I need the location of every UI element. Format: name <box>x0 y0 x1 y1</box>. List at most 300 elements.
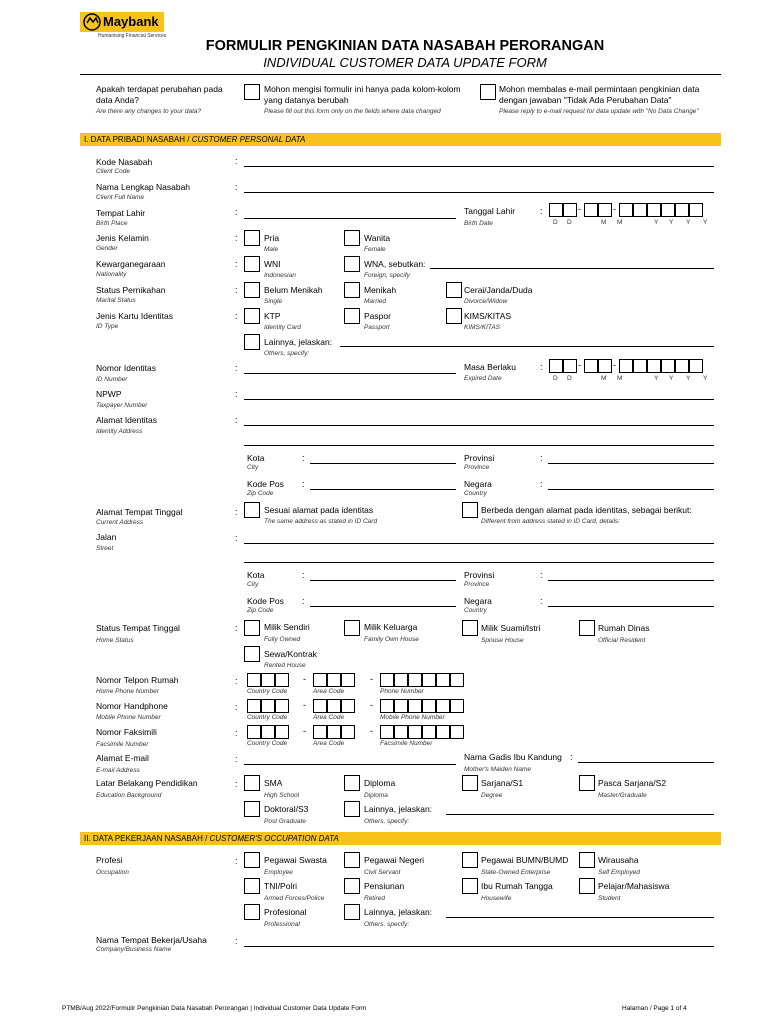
label-rented-en: Rented House <box>264 662 306 669</box>
checkbox-student[interactable] <box>579 878 595 894</box>
caption-country-code: Country Code <box>247 714 288 721</box>
checkbox-official-resident[interactable] <box>579 620 595 636</box>
colon: : <box>302 570 305 580</box>
phone-digit-box[interactable] <box>450 673 464 687</box>
label-country: Negara <box>464 596 492 606</box>
field-birth-place[interactable] <box>244 218 456 219</box>
checkbox-wna[interactable] <box>344 256 360 272</box>
phone-digit-box[interactable] <box>247 725 261 739</box>
section-2-title: II. DATA PEKERJAAN NASABAH / <box>84 834 210 843</box>
label-education-en: Education Background <box>96 792 162 799</box>
label-occupation: Profesi <box>96 855 123 865</box>
phone-digit-box[interactable] <box>247 673 261 687</box>
colon: : <box>540 596 543 606</box>
colon: : <box>540 570 543 580</box>
label-housewife: Ibu Rumah Tangga <box>481 881 553 891</box>
colon: : <box>235 311 238 321</box>
field-country-1[interactable] <box>548 489 714 490</box>
field-identity-address-1[interactable] <box>244 425 714 426</box>
label-male-en: Male <box>264 246 279 253</box>
field-city-1[interactable] <box>310 463 456 464</box>
header-rule <box>80 74 721 75</box>
date-format-letter: Y <box>669 219 674 226</box>
phone-digit-box[interactable] <box>422 673 436 687</box>
date-format-letter: M <box>617 219 623 226</box>
date-format-letter: Y <box>654 219 659 226</box>
label-home-status: Status Tempat Tinggal <box>96 623 180 633</box>
colon: : <box>235 754 238 764</box>
birth-date-digit-box[interactable] <box>584 203 598 217</box>
colon: : <box>235 259 238 269</box>
field-mother-maiden[interactable] <box>578 762 714 763</box>
date-format-letter: M <box>601 219 607 226</box>
checkbox-doctoral[interactable] <box>244 801 260 817</box>
checkbox-female[interactable] <box>344 230 360 246</box>
label-fax-en: Facsimile Number <box>96 741 149 748</box>
label-province-en: Province <box>464 464 490 471</box>
field-street-2[interactable] <box>244 562 714 563</box>
label-country-en: Country <box>464 607 487 614</box>
phone-digit-box[interactable] <box>380 673 394 687</box>
section-2-title-en: CUSTOMER'S OCCUPATION DATA <box>209 834 339 843</box>
checkbox-wni[interactable] <box>244 256 260 272</box>
label-city: Kota <box>247 453 265 463</box>
birth-date-digit-box[interactable] <box>675 203 689 217</box>
field-client-code[interactable] <box>244 166 714 167</box>
phone-digit-box[interactable] <box>394 699 408 713</box>
label-doctoral: Doktoral/S3 <box>264 804 309 814</box>
label-master-en: Master/Graduate <box>598 792 647 799</box>
label-same-address: Sesuai alamat pada identitas <box>264 505 374 515</box>
option-changed-en: Please fill out this form only on the fields where data changed <box>264 108 441 115</box>
label-armed-forces-en: Armed Forces/Police <box>264 895 325 902</box>
field-zip-2[interactable] <box>310 606 456 607</box>
brand-tagline: Humanising Financial Services <box>98 33 167 39</box>
phone-digit-box[interactable] <box>450 699 464 713</box>
phone-digit-box[interactable] <box>341 725 355 739</box>
date-format-letter: Y <box>703 375 708 382</box>
field-province-1[interactable] <box>548 463 714 464</box>
expired-date-digit-box[interactable] <box>675 359 689 373</box>
checkbox-occ-other[interactable] <box>344 904 360 920</box>
label-zip-en: Zip Code <box>247 607 274 614</box>
birth-date-digit-box[interactable] <box>598 203 612 217</box>
date-separator: - <box>578 204 581 214</box>
label-diploma-en: Diploma <box>364 792 388 799</box>
label-nationality: Kewarganegaraan <box>96 259 166 269</box>
field-email[interactable] <box>244 764 456 765</box>
phone-separator: - <box>303 726 306 736</box>
phone-digit-box[interactable] <box>394 673 408 687</box>
label-wna-en: Foreign, specify <box>364 272 410 279</box>
phone-digit-box[interactable] <box>275 725 289 739</box>
label-npwp-en: Taxpayer Number <box>96 402 148 409</box>
label-retired-en: Retired <box>364 895 385 902</box>
label-current-address: Alamat Tempat Tinggal <box>96 507 183 517</box>
label-employee: Pegawai Swasta <box>264 855 327 865</box>
date-separator: - <box>578 360 581 370</box>
colon: : <box>540 362 543 372</box>
date-format-letter: D <box>553 219 558 226</box>
caption-fax-number: Facsimile Number <box>380 740 433 747</box>
option-nochange-en: Please reply to e-mail request for data update with "No Data Change" <box>499 108 699 115</box>
caption-area-code: Area Code <box>313 740 345 747</box>
birth-date-digit-box[interactable] <box>647 203 661 217</box>
section-1-title-en: CUSTOMER PERSONAL DATA <box>191 135 306 144</box>
checkbox-married[interactable] <box>344 282 360 298</box>
date-format-letter: Y <box>686 219 691 226</box>
checkbox-master[interactable] <box>579 775 595 791</box>
phone-digit-box[interactable] <box>275 673 289 687</box>
phone-digit-box[interactable] <box>422 699 436 713</box>
colon: : <box>540 453 543 463</box>
form-subtitle: INDIVIDUAL CUSTOMER DATA UPDATE FORM <box>263 55 547 70</box>
checkbox-high-school[interactable] <box>244 775 260 791</box>
label-official-resident-en: Official Resident <box>598 637 646 644</box>
label-full-name: Nama Lengkap Nasabah <box>96 182 191 192</box>
label-self-employed-en: Self Employed <box>598 869 640 876</box>
label-family-owned: Milik Keluarga <box>364 622 418 632</box>
checkbox-passport[interactable] <box>344 308 360 324</box>
field-edu-other[interactable] <box>446 814 714 815</box>
field-company-name[interactable] <box>244 946 714 947</box>
phone-digit-box[interactable] <box>436 725 450 739</box>
phone-digit-box[interactable] <box>422 725 436 739</box>
label-single: Belum Menikah <box>264 285 323 295</box>
option-nochange-label: Mohon membalas e-mail permintaan pengkinian data <box>499 84 700 94</box>
label-fully-owned: Milik Sendiri <box>264 622 310 632</box>
expired-date-digit-box[interactable] <box>647 359 661 373</box>
checkbox-kims[interactable] <box>446 308 462 324</box>
checkbox-professional[interactable] <box>244 904 260 920</box>
phone-digit-box[interactable] <box>380 699 394 713</box>
birth-date-digit-box[interactable] <box>549 203 563 217</box>
phone-separator: - <box>303 700 306 710</box>
expired-date-digit-box[interactable] <box>661 359 675 373</box>
option-changed-label: Mohon mengisi formulir ini hanya pada kolom-kolom <box>264 84 461 94</box>
phone-digit-box[interactable] <box>436 699 450 713</box>
phone-digit-box[interactable] <box>394 725 408 739</box>
birth-date-digit-box[interactable] <box>689 203 703 217</box>
phone-digit-box[interactable] <box>261 725 275 739</box>
label-company-name: Nama Tempat Bekerja/Usaha <box>96 935 207 945</box>
label-home-status-en: Home Status <box>96 637 134 644</box>
date-format-letter: Y <box>703 219 708 226</box>
phone-digit-box[interactable] <box>341 673 355 687</box>
label-city-en: City <box>247 581 259 588</box>
colon: : <box>235 856 238 866</box>
field-occ-other[interactable] <box>446 917 714 918</box>
label-mobile-phone-en: Mobile Phone Number <box>96 714 161 721</box>
date-format-letter: D <box>567 219 572 226</box>
checkbox-civil-servant[interactable] <box>344 852 360 868</box>
phone-digit-box[interactable] <box>261 699 275 713</box>
label-expired-date: Masa Berlaku <box>464 362 516 372</box>
birth-date-digit-box[interactable] <box>633 203 647 217</box>
label-home-phone-en: Home Phone Number <box>96 688 159 695</box>
label-passport-en: Passport <box>364 324 390 331</box>
checkbox-rented[interactable] <box>244 646 260 662</box>
checkbox-ktp[interactable] <box>244 308 260 324</box>
checkbox-no-change[interactable] <box>480 84 496 100</box>
birth-date-digit-box[interactable] <box>619 203 633 217</box>
maybank-logo <box>80 12 164 32</box>
label-zip: Kode Pos <box>247 479 284 489</box>
field-city-2[interactable] <box>310 580 456 581</box>
label-high-school: SMA <box>264 778 283 788</box>
caption-country-code: Country Code <box>247 688 288 695</box>
label-female-en: Female <box>364 246 386 253</box>
label-marital: Status Pernikahan <box>96 285 166 295</box>
checkbox-family-owned[interactable] <box>344 620 360 636</box>
phone-digit-box[interactable] <box>247 699 261 713</box>
label-divorced: Cerai/Janda/Duda <box>464 285 533 295</box>
phone-digit-box[interactable] <box>313 725 327 739</box>
date-format-letter: M <box>601 375 607 382</box>
field-zip-1[interactable] <box>310 489 456 490</box>
colon: : <box>235 533 238 543</box>
label-kims: KIMS/KITAS <box>464 311 512 321</box>
label-current-address-en: Current Address <box>96 519 144 526</box>
colon: : <box>235 207 238 217</box>
field-province-2[interactable] <box>548 580 714 581</box>
checkbox-different-address[interactable] <box>462 502 478 518</box>
birth-date-digit-box[interactable] <box>661 203 675 217</box>
label-client-code: Kode Nasabah <box>96 157 153 167</box>
field-wna-specify[interactable] <box>430 268 714 269</box>
label-kims-en: KIMS/KITAS <box>464 324 500 331</box>
checkbox-male[interactable] <box>244 230 260 246</box>
label-employee-en: Employee <box>264 869 293 876</box>
label-wna: WNA, sebutkan: <box>364 259 426 269</box>
field-street-1[interactable] <box>244 543 714 544</box>
checkbox-spouse-house[interactable] <box>462 620 478 636</box>
colon: : <box>235 182 238 192</box>
checkbox-single[interactable] <box>244 282 260 298</box>
label-zip: Kode Pos <box>247 596 284 606</box>
expired-date-digit-box[interactable] <box>549 359 563 373</box>
label-different-address: Berbeda dengan alamat pada identitas, sebagai berikut: <box>481 505 692 515</box>
phone-digit-box[interactable] <box>327 699 341 713</box>
label-mobile-phone: Nomor Handphone <box>96 701 168 711</box>
label-home-phone: Nomor Telpon Rumah <box>96 675 179 685</box>
phone-digit-box[interactable] <box>341 699 355 713</box>
colon: : <box>235 676 238 686</box>
field-country-2[interactable] <box>548 606 714 607</box>
label-id-number-en: ID Number <box>96 376 128 383</box>
label-client-code-en: Client Code <box>96 168 130 175</box>
field-identity-address-2[interactable] <box>244 445 714 446</box>
checkbox-armed-forces[interactable] <box>244 878 260 894</box>
label-birth-place: Tempat Lahir <box>96 208 146 218</box>
expired-date-digit-box[interactable] <box>584 359 598 373</box>
section-occupation-data <box>80 832 721 845</box>
label-married: Menikah <box>364 285 397 295</box>
label-expired-date-en: Expired Date <box>464 375 502 382</box>
label-gender: Jenis Kelamin <box>96 233 149 243</box>
label-diploma: Diploma <box>364 778 396 788</box>
checkbox-state-owned[interactable] <box>462 852 478 868</box>
label-occ-other-en: Others, specify: <box>364 921 410 928</box>
label-occ-other: Lainnya, jelaskan: <box>364 907 433 917</box>
phone-separator: - <box>370 700 373 710</box>
label-wni: WNI <box>264 259 281 269</box>
option-changed-label-2: yang datanya berubah <box>264 95 349 105</box>
expired-date-digit-box[interactable] <box>689 359 703 373</box>
label-npwp: NPWP <box>96 389 122 399</box>
label-same-address-en: The same address as stated in ID Card <box>264 518 378 525</box>
phone-digit-box[interactable] <box>408 673 422 687</box>
phone-digit-box[interactable] <box>327 725 341 739</box>
label-student: Pelajar/Mahasiswa <box>598 881 670 891</box>
label-id-number: Nomor Identitas <box>96 363 156 373</box>
phone-digit-box[interactable] <box>313 699 327 713</box>
change-question-en: Are there any changes to your data? <box>96 108 202 115</box>
checkbox-fully-owned[interactable] <box>244 620 260 636</box>
label-single-en: Single <box>264 298 283 305</box>
label-street: Jalan <box>96 532 117 542</box>
label-zip-en: Zip Code <box>247 490 274 497</box>
field-npwp[interactable] <box>244 399 714 400</box>
colon: : <box>235 936 238 946</box>
checkbox-diploma[interactable] <box>344 775 360 791</box>
label-civil-servant: Pegawai Negeri <box>364 855 425 865</box>
checkbox-same-address[interactable] <box>244 502 260 518</box>
checkbox-id-other[interactable] <box>244 334 260 350</box>
colon: : <box>235 623 238 633</box>
expired-date-digit-box[interactable] <box>598 359 612 373</box>
colon: : <box>570 752 573 762</box>
checkbox-housewife[interactable] <box>462 878 478 894</box>
birth-date-digit-box[interactable] <box>563 203 577 217</box>
label-professional: Profesional <box>264 907 307 917</box>
label-male: Pria <box>264 233 280 243</box>
colon: : <box>235 363 238 373</box>
colon: : <box>235 285 238 295</box>
colon: : <box>235 779 238 789</box>
phone-separator: - <box>303 674 306 684</box>
label-housewife-en: Housewife <box>481 895 512 902</box>
phone-digit-box[interactable] <box>275 699 289 713</box>
footer-page-number: Halaman / Page 1 of 4 <box>622 1005 687 1012</box>
label-degree-en: Degree <box>481 792 503 799</box>
label-armed-forces: TNI/Polri <box>264 881 298 891</box>
label-self-employed: Wirausaha <box>598 855 639 865</box>
label-ktp-en: Identity Card <box>264 324 301 331</box>
change-question: Apakah terdapat perubahan pada <box>96 84 223 94</box>
phone-digit-box[interactable] <box>261 673 275 687</box>
colon: : <box>235 156 238 166</box>
label-country: Negara <box>464 479 492 489</box>
phone-separator: - <box>370 726 373 736</box>
label-birth-place-en: Birth Place <box>96 220 128 227</box>
checkbox-employee[interactable] <box>244 852 260 868</box>
label-family-owned-en: Family Own House <box>364 636 419 643</box>
form-title: FORMULIR PENGKINIAN DATA NASABAH PERORANGAN <box>205 38 605 54</box>
date-separator: - <box>613 204 616 214</box>
label-id-type-en: ID Type <box>96 323 119 330</box>
label-country-en: Country <box>464 490 487 497</box>
date-format-letter: M <box>617 375 623 382</box>
label-nationality-en: Nationality <box>96 271 127 278</box>
caption-country-code: Country Code <box>247 740 288 747</box>
label-birth-date-en: Birth Date <box>464 220 493 227</box>
phone-digit-box[interactable] <box>450 725 464 739</box>
brand-name: Maybank <box>103 14 159 29</box>
checkbox-retired[interactable] <box>344 878 360 894</box>
label-education: Latar Belakang Pendidikan <box>96 778 198 788</box>
field-full-name[interactable] <box>244 192 714 193</box>
phone-digit-box[interactable] <box>380 725 394 739</box>
label-student-en: Student <box>598 895 621 902</box>
section-1-title: I. DATA PRIBADI NASABAH / <box>84 135 192 144</box>
checkbox-degree[interactable] <box>462 775 478 791</box>
label-occupation-en: Occupation <box>96 869 129 876</box>
label-province: Provinsi <box>464 453 495 463</box>
label-wni-en: Indonesian <box>264 272 296 279</box>
label-high-school-en: High School <box>264 792 300 799</box>
label-city-en: City <box>247 464 259 471</box>
label-street-en: Street <box>96 545 114 552</box>
label-doctoral-en: Post Graduate <box>264 818 306 825</box>
colon: : <box>235 233 238 243</box>
checkbox-edu-other[interactable] <box>344 801 360 817</box>
caption-mobile-number: Mobile Phone Number <box>380 714 445 721</box>
label-spouse-house-en: Spouse House <box>481 637 524 644</box>
label-civil-servant-en: Civil Servant <box>364 869 401 876</box>
colon: : <box>302 453 305 463</box>
checkbox-divorced[interactable] <box>446 282 462 298</box>
colon: : <box>540 479 543 489</box>
label-state-owned: Pegawai BUMN/BUMD <box>481 855 569 865</box>
phone-digit-box[interactable] <box>327 673 341 687</box>
label-company-name-en: Company/Business Name <box>96 946 172 953</box>
field-id-other[interactable] <box>340 346 714 347</box>
colon: : <box>235 728 238 738</box>
label-ktp: KTP <box>264 311 281 321</box>
label-master: Pasca Sarjana/S2 <box>598 778 667 788</box>
label-state-owned-en: State-Owned Enterprise <box>481 869 551 876</box>
phone-digit-box[interactable] <box>313 673 327 687</box>
checkbox-self-employed[interactable] <box>579 852 595 868</box>
colon: : <box>540 206 543 216</box>
label-edu-other-en: Others, specify: <box>364 818 410 825</box>
expired-date-digit-box[interactable] <box>619 359 633 373</box>
colon: : <box>235 389 238 399</box>
expired-date-digit-box[interactable] <box>633 359 647 373</box>
phone-separator: - <box>370 674 373 684</box>
date-format-letter: D <box>553 375 558 382</box>
phone-digit-box[interactable] <box>408 725 422 739</box>
footer-doc-ref: PTMB/Aug 2022/Formulir Pengkinian Data Nasabah Perorangan | Individual Customer Data Update Form <box>62 1005 367 1012</box>
label-official-resident: Rumah Dinas <box>598 623 650 633</box>
date-format-letter: Y <box>669 375 674 382</box>
label-fully-owned-en: Fully Owned <box>264 636 301 643</box>
field-id-number[interactable] <box>244 373 456 374</box>
colon: : <box>235 415 238 425</box>
label-birth-date: Tanggal Lahir <box>464 206 516 216</box>
label-province: Provinsi <box>464 570 495 580</box>
colon: : <box>235 702 238 712</box>
label-married-en: Married <box>364 298 387 305</box>
label-mother-maiden-en: Mother's Maiden Name <box>464 766 531 773</box>
phone-digit-box[interactable] <box>408 699 422 713</box>
label-id-other-en: Others, specify: <box>264 350 310 357</box>
expired-date-digit-box[interactable] <box>563 359 577 373</box>
colon: : <box>302 596 305 606</box>
phone-digit-box[interactable] <box>436 673 450 687</box>
checkbox-changed[interactable] <box>244 84 260 100</box>
